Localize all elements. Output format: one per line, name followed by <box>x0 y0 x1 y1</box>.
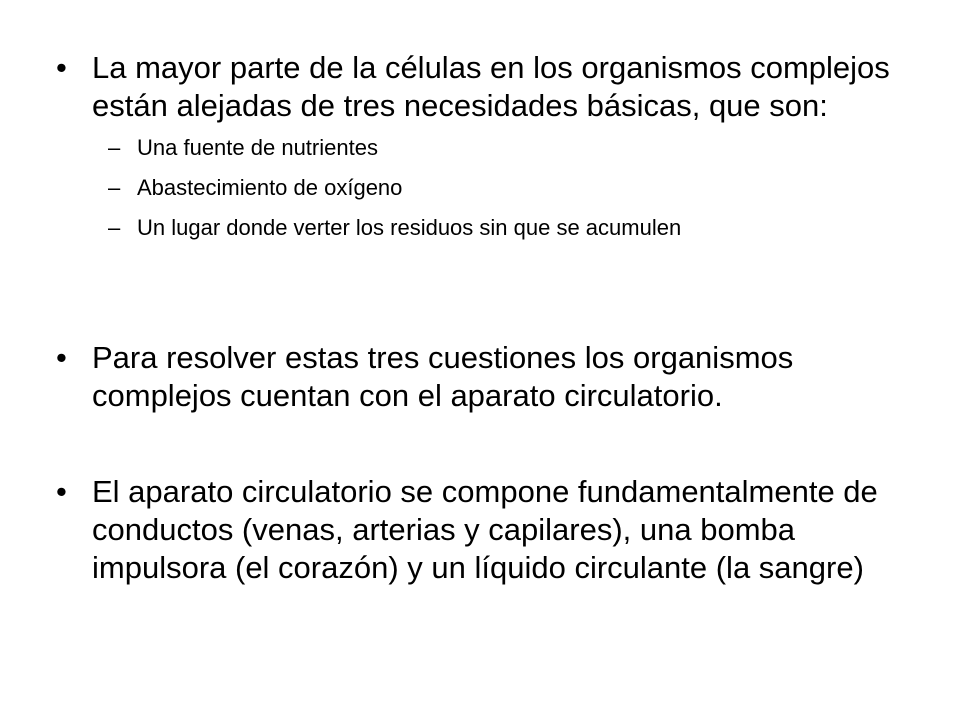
bullet-text: El aparato circulatorio se compone fundamentalmente de conductos (venas, arterias y capilares), una bomba impulsora (el corazón) y un líquido circulante (la sangre) <box>92 474 878 585</box>
sub-list <box>56 135 906 241</box>
sub-dash: – <box>108 215 121 240</box>
bullet-text: Para resolver estas tres cuestiones los organismos complejos cuentan con el aparato circulatorio. <box>92 340 794 413</box>
bullet-dot: • <box>56 474 67 509</box>
bullet-item-3 <box>56 473 906 587</box>
sub-item-text: Abastecimiento de oxígeno <box>137 175 403 200</box>
sub-item-text: Una fuente de nutrientes <box>137 135 378 160</box>
sub-dash: – <box>108 175 121 200</box>
bullet-dot: • <box>56 50 67 85</box>
bullet-item-1 <box>56 49 906 255</box>
sub-item-3 <box>56 215 906 241</box>
sub-dash: – <box>108 135 121 160</box>
bullet-text: La mayor parte de la células en los organismos complejos están alejadas de tres necesidades básicas, que son: <box>92 50 890 123</box>
sub-item-1 <box>56 135 906 161</box>
sub-item-text: Un lugar donde verter los residuos sin que se acumulen <box>137 215 682 240</box>
sub-item-2 <box>56 175 906 201</box>
bullet-item-2 <box>56 339 906 415</box>
bullet-dot: • <box>56 340 67 375</box>
